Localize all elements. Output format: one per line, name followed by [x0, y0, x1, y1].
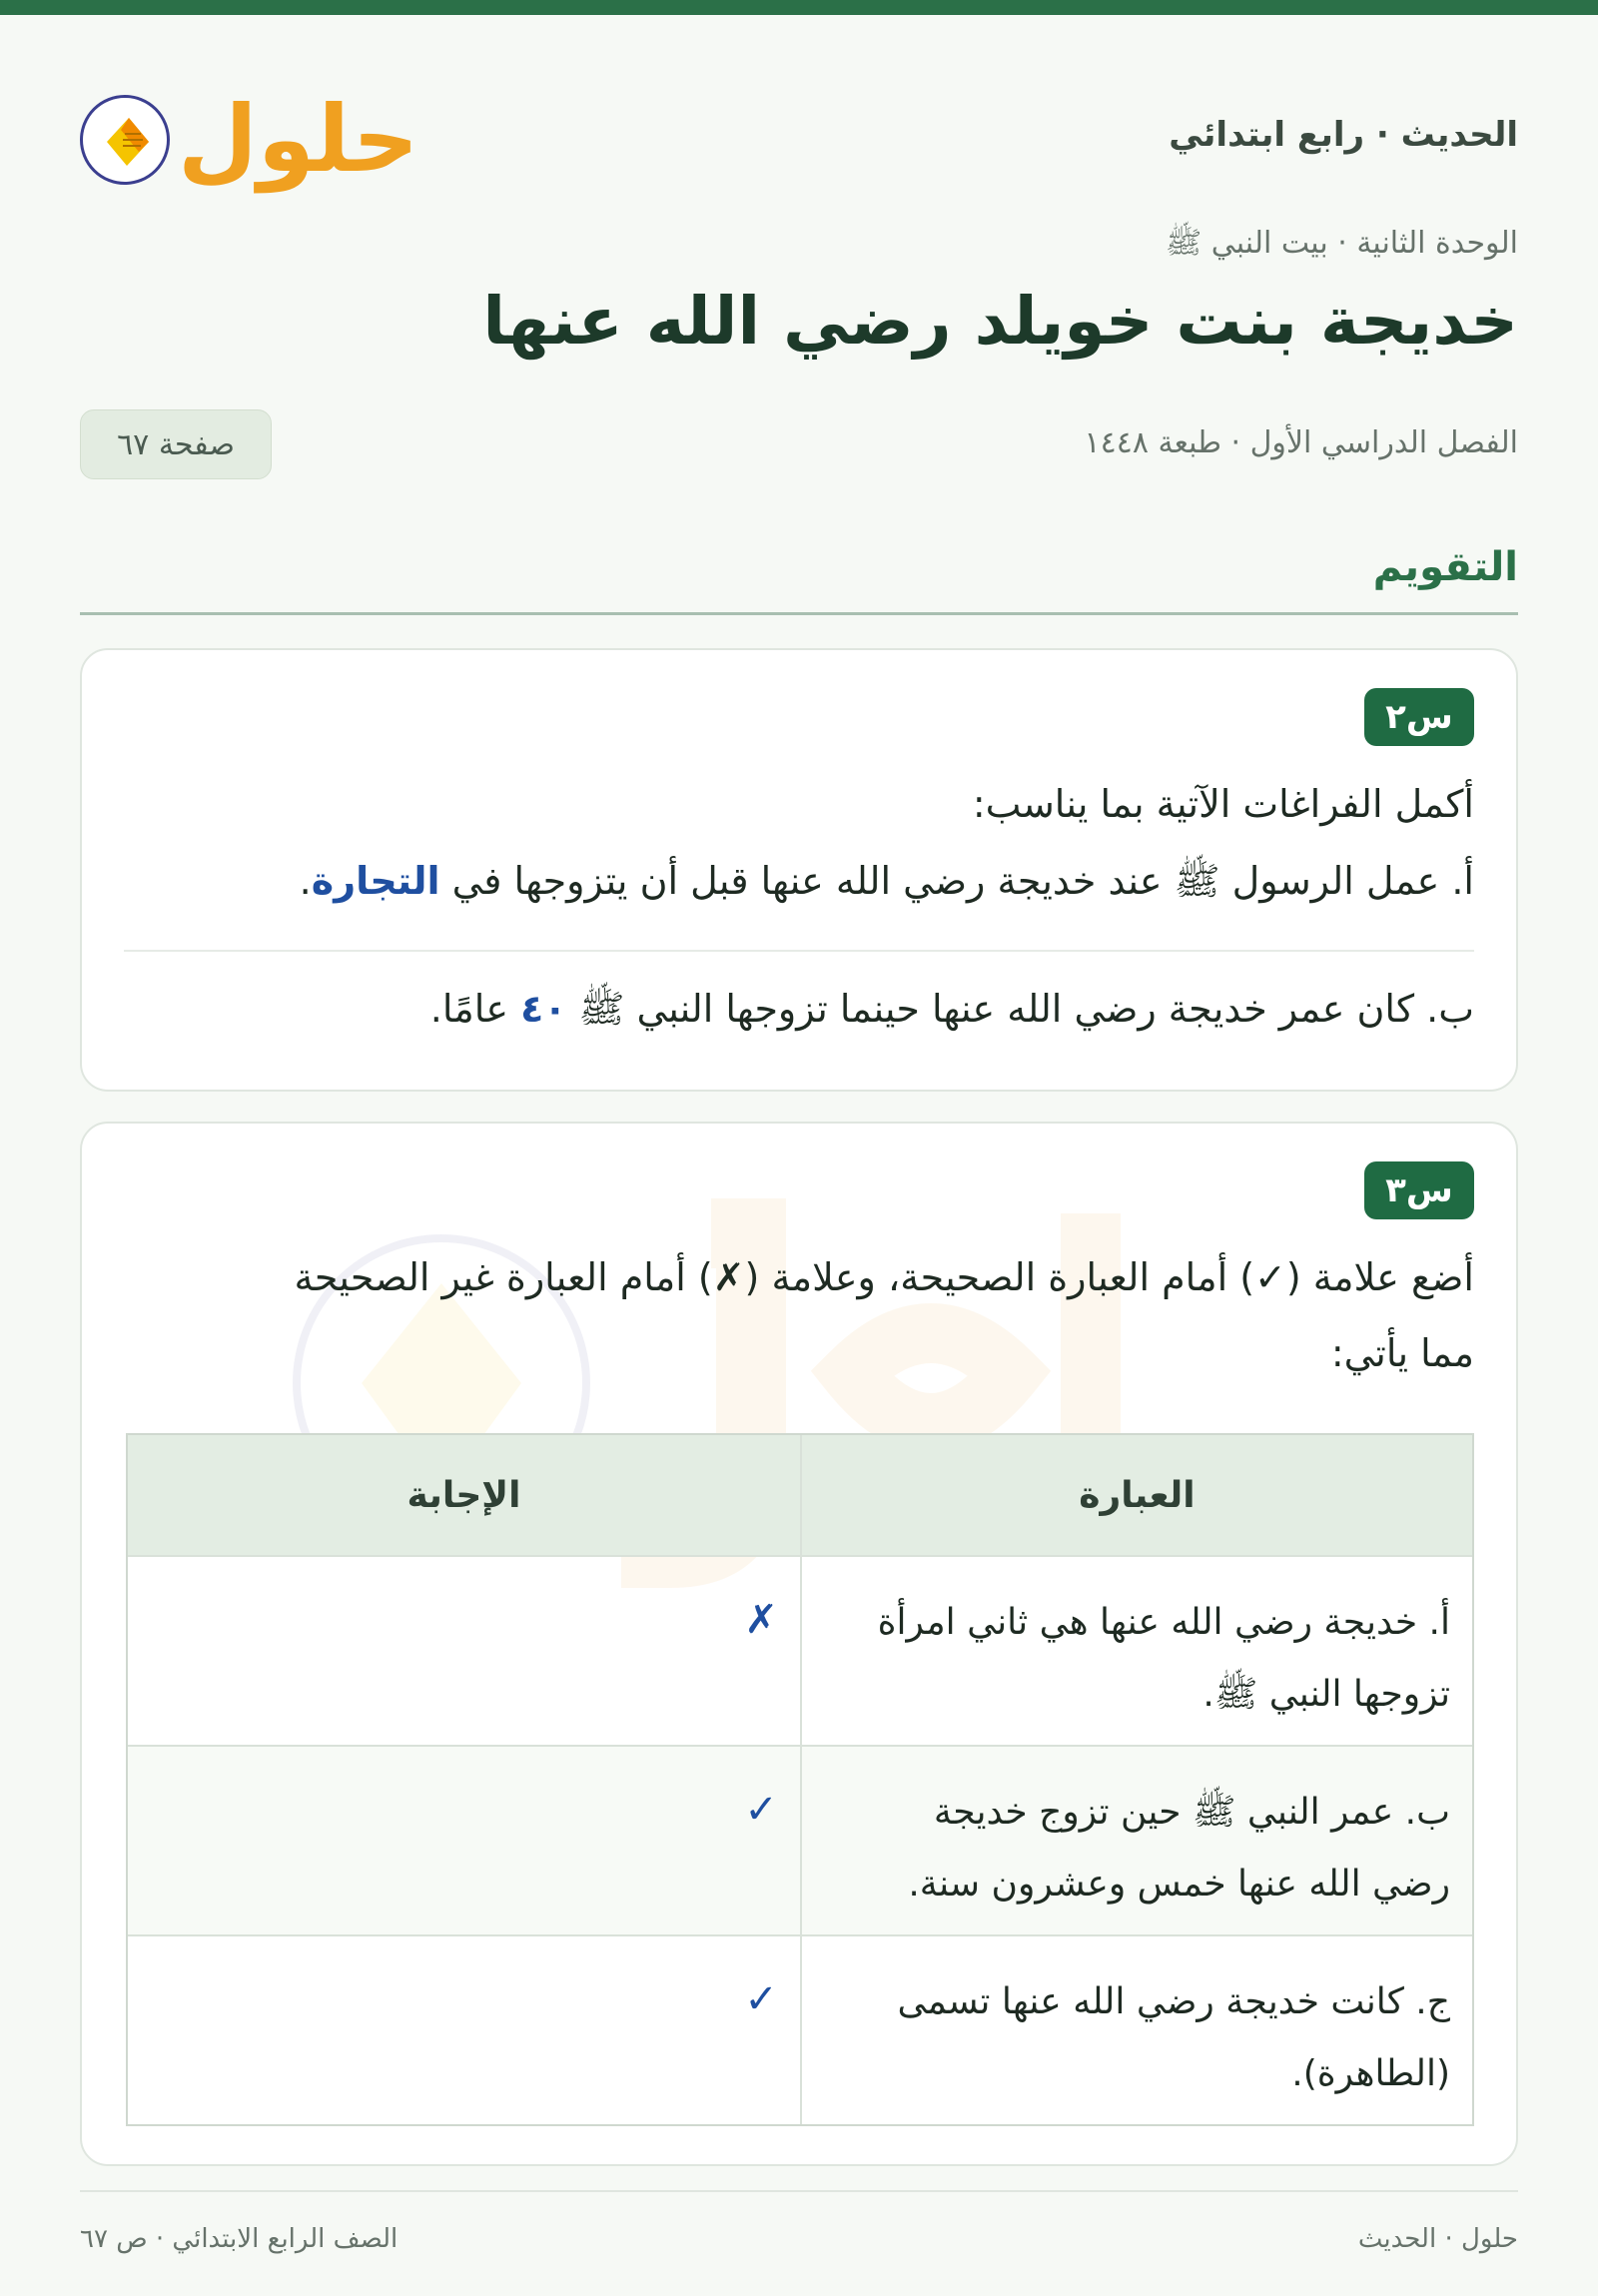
table-header-row: [128, 1435, 1472, 1555]
answer-cell: [128, 1936, 800, 2124]
top-accent-bar: [0, 0, 1598, 15]
line-b-text: ب. كان عمر خديجة رضي الله عنها حينما تزوجها النبي ﷺ: [566, 987, 1474, 1031]
line-a-text: أ. عمل الرسول ﷺ عند خديجة رضي الله عنها قبل أن يتزوجها في: [439, 859, 1474, 903]
logo-book-icon: [80, 95, 170, 185]
statement-line: ب. عمر النبي ﷺ حين تزوج خديجة: [933, 1792, 1450, 1833]
page-title: خديجة بنت خويلد رضي الله عنها: [482, 283, 1518, 360]
column-header-answer: الإجابة: [406, 1474, 521, 1516]
page: [80, 15, 1518, 2296]
column-header-statement: العبارة: [800, 1435, 1472, 1555]
question-prompt-line2: مما يأتي:: [1330, 1331, 1474, 1375]
subject-label: الحديث · رابع ابتدائي: [1169, 115, 1518, 155]
answer-line-a: [300, 858, 1474, 913]
statement-cell: [800, 1747, 1472, 1934]
question-badge: س٣: [1364, 1161, 1474, 1219]
header: [80, 75, 1518, 205]
check-mark-icon: ✓: [744, 1976, 778, 2022]
footer-grade-page: الصف الرابع الابتدائي · ص ٦٧: [80, 2224, 399, 2254]
statement-text: [878, 1587, 1450, 1731]
line-a-end: .: [299, 859, 312, 903]
statement-line: ج. كانت خديجة رضي الله عنها تسمى: [897, 1981, 1450, 2022]
footer-brand: حلول · الحديث: [1357, 2224, 1518, 2254]
logo-wordmark: حلول: [178, 86, 419, 193]
statement-line: (الطاهرة).: [1291, 2053, 1450, 2094]
row-divider: [124, 950, 1474, 952]
section-divider: [80, 612, 1518, 615]
line-b-end: عامًا.: [429, 987, 521, 1031]
question-card-3: [80, 1122, 1518, 2166]
unit-label: الوحدة الثانية · بيت النبي ﷺ: [1165, 226, 1518, 261]
statement-line: تزوجها النبي ﷺ.: [1202, 1674, 1450, 1715]
question-badge: س٢: [1364, 688, 1474, 746]
statement-text: [897, 1966, 1450, 2110]
term-edition-label: الفصل الدراسي الأول · طبعة ١٤٤٨: [1084, 425, 1518, 460]
table-row: [128, 1934, 1472, 2124]
section-title: التقويم: [1372, 544, 1518, 590]
answer-line-b: [430, 986, 1474, 1041]
meta-row: [80, 409, 1518, 483]
true-false-table: [126, 1433, 1474, 2126]
logo[interactable]: [80, 75, 419, 205]
question-prompt-line1: أضع علامة (✓) أمام العبارة الصحيحة، وعلامة (✗) أمام العبارة غير الصحيحة: [294, 1255, 1474, 1299]
table-row: [128, 1745, 1472, 1934]
statement-cell: [800, 1557, 1472, 1745]
statement-line: رضي الله عنها خمس وعشرون سنة.: [908, 1864, 1450, 1905]
answer-b: ٤٠: [520, 987, 567, 1031]
statement-line: أ. خديجة رضي الله عنها هي ثاني امرأة: [877, 1602, 1450, 1643]
table-row: [128, 1555, 1472, 1745]
statement-cell: [800, 1936, 1472, 2124]
statement-text: [908, 1777, 1450, 1920]
check-mark-icon: ✓: [744, 1787, 778, 1833]
answer-cell: [128, 1557, 800, 1745]
question-card-2: [80, 648, 1518, 1092]
cross-mark-icon: ✗: [744, 1597, 778, 1643]
question-prompt: أكمل الفراغات الآتية بما يناسب:: [972, 782, 1474, 826]
page-number-badge: صفحة ٦٧: [80, 409, 272, 479]
answer-cell: [128, 1747, 800, 1934]
answer-a: التجارة: [311, 859, 440, 903]
footer-divider: [80, 2190, 1518, 2192]
